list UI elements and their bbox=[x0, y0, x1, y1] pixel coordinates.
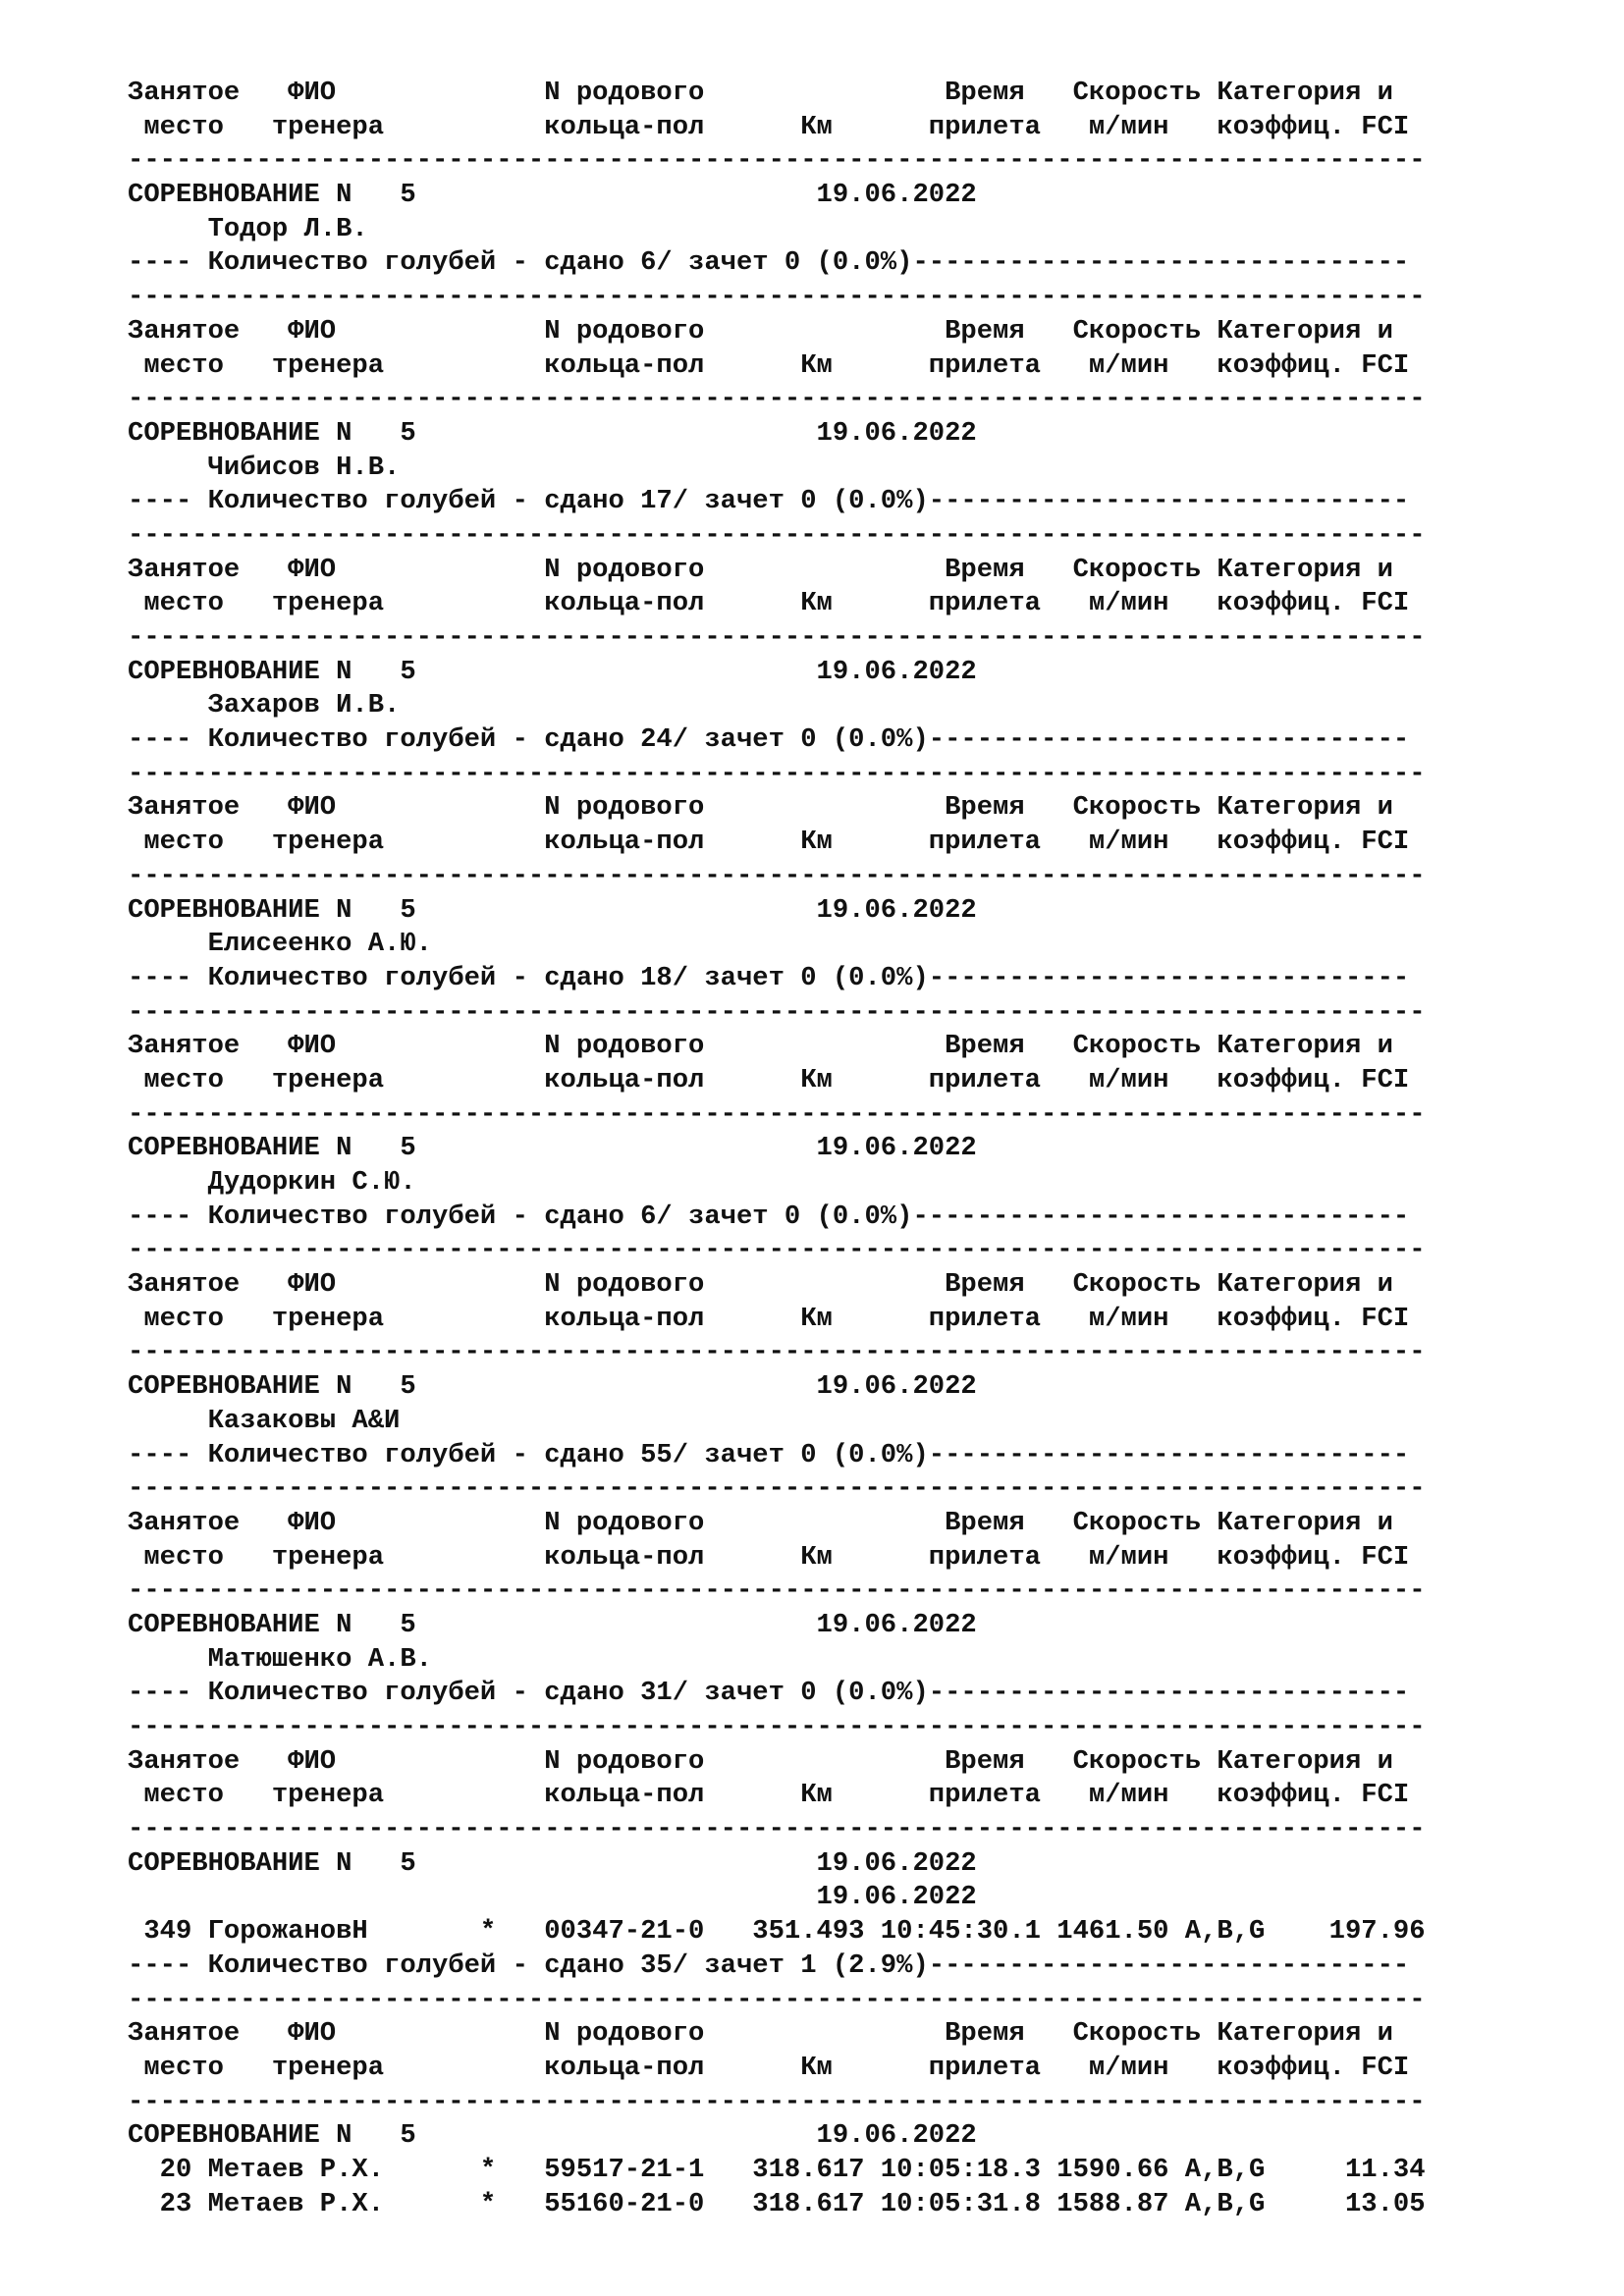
competition-header-line: СОРЕВНОВАНИЕ N 5 19.06.2022 bbox=[128, 417, 977, 449]
trainer-name-line: Чибисов Н.В. bbox=[128, 452, 401, 483]
trainer-name-line: Тодор Л.В. bbox=[128, 213, 368, 244]
competition-header-line: СОРЕВНОВАНИЕ N 5 19.06.2022 bbox=[128, 656, 977, 687]
competition-header-line: СОРЕВНОВАНИЕ N 5 19.06.2022 bbox=[128, 894, 977, 926]
column-header-line: Занятое ФИО N родового Время Скорость Категория и bbox=[128, 1507, 1393, 1538]
column-header-line: место тренера кольца-пол Км прилета м/мин коэффиц. FCI bbox=[128, 111, 1410, 142]
column-header-line: Занятое ФИО N родового Время Скорость Категория и bbox=[128, 1269, 1393, 1301]
column-header-line: место тренера кольца-пол Км прилета м/мин коэффиц. FCI bbox=[128, 1064, 1410, 1095]
separator-line: --------------------------------------------------------------------------------- bbox=[128, 282, 1426, 313]
column-header-line: Занятое ФИО N родового Время Скорость Категория и bbox=[128, 1745, 1393, 1777]
pigeon-count-summary-line: ---- Количество голубей - сдано 18/ зачет 0 (0.0%)------------------------------ bbox=[128, 962, 1410, 993]
separator-line: --------------------------------------------------------------------------------- bbox=[128, 996, 1426, 1028]
separator-line: --------------------------------------------------------------------------------- bbox=[128, 2086, 1426, 2117]
column-header-line: Занятое ФИО N родового Время Скорость Категория и bbox=[128, 78, 1393, 108]
separator-line: --------------------------------------------------------------------------------- bbox=[128, 758, 1426, 789]
result-row: 20 Метаев Р.Х. * 59517-21-1 318.617 10:05:18.3 1590.66 A,B,G 11.34 bbox=[128, 2154, 1426, 2185]
pigeon-count-summary-line: ---- Количество голубей - сдано 55/ зачет 0 (0.0%)------------------------------ bbox=[128, 1439, 1410, 1470]
column-header-line: место тренера кольца-пол Км прилета м/мин коэффиц. FCI bbox=[128, 1303, 1410, 1334]
trainer-name-line: Казаковы А&И bbox=[128, 1405, 401, 1436]
separator-line: --------------------------------------------------------------------------------- bbox=[128, 145, 1426, 177]
pigeon-count-summary-line: ---- Количество голубей - сдано 6/ зачет 0 (0.0%)------------------------------- bbox=[128, 1201, 1410, 1232]
trainer-name-line: Матюшенко А.В. bbox=[128, 1643, 432, 1675]
separator-line: --------------------------------------------------------------------------------- bbox=[128, 1473, 1426, 1505]
result-row: 23 Метаев Р.Х. * 55160-21-0 318.617 10:05:31.8 1588.87 A,B,G 13.05 bbox=[128, 2188, 1426, 2219]
column-header-line: Занятое ФИО N родового Время Скорость Категория и bbox=[128, 1031, 1393, 1062]
separator-line: --------------------------------------------------------------------------------- bbox=[128, 1984, 1426, 2015]
competition-header-line: СОРЕВНОВАНИЕ N 5 19.06.2022 bbox=[128, 1609, 977, 1640]
competition-header-line: СОРЕВНОВАНИЕ N 5 19.06.2022 bbox=[128, 180, 977, 211]
separator-line: --------------------------------------------------------------------------------- bbox=[128, 1712, 1426, 1742]
trainer-name-line: Елисеенко А.Ю. bbox=[128, 929, 432, 960]
column-header-line: Занятое ФИО N родового Время Скорость Категория и bbox=[128, 792, 1393, 824]
column-header-line: место тренера кольца-пол Км прилета м/мин коэффиц. FCI bbox=[128, 2052, 1410, 2083]
pigeon-count-summary-line: ---- Количество голубей - сдано 35/ зачет 1 (2.9%)------------------------------ bbox=[128, 1949, 1410, 1981]
column-header-line: Занятое ФИО N родового Время Скорость Категория и bbox=[128, 315, 1393, 347]
separator-line: --------------------------------------------------------------------------------- bbox=[128, 622, 1426, 653]
column-header-line: место тренера кольца-пол Км прилета м/мин коэффиц. FCI bbox=[128, 827, 1410, 858]
separator-line: --------------------------------------------------------------------------------- bbox=[128, 384, 1426, 415]
competition-header-line: СОРЕВНОВАНИЕ N 5 19.06.2022 bbox=[128, 1133, 977, 1164]
column-header-line: Занятое ФИО N родового Время Скорость Категория и bbox=[128, 2018, 1393, 2050]
separator-line: --------------------------------------------------------------------------------- bbox=[128, 519, 1426, 551]
separator-line: --------------------------------------------------------------------------------- bbox=[128, 1814, 1426, 1845]
separator-line: --------------------------------------------------------------------------------- bbox=[128, 1098, 1426, 1130]
pigeon-count-summary-line: ---- Количество голубей - сдано 6/ зачет 0 (0.0%)------------------------------- bbox=[128, 247, 1410, 279]
competition-header-line: СОРЕВНОВАНИЕ N 5 19.06.2022 bbox=[128, 2120, 977, 2152]
column-header-line: место тренера кольца-пол Км прилета м/мин коэффиц. FCI bbox=[128, 1541, 1410, 1573]
column-header-line: место тренера кольца-пол Км прилета м/мин коэффиц. FCI bbox=[128, 349, 1410, 381]
pigeon-count-summary-line: ---- Количество голубей - сдано 17/ зачет 0 (0.0%)------------------------------ bbox=[128, 486, 1410, 517]
result-row: 349 ГорожановН * 00347-21-0 351.493 10:45:30.1 1461.50 A,B,G 197.96 bbox=[128, 1916, 1426, 1948]
separator-line: --------------------------------------------------------------------------------- bbox=[128, 1575, 1426, 1607]
report-line: 19.06.2022 bbox=[128, 1882, 977, 1913]
competition-header-line: СОРЕВНОВАНИЕ N 5 19.06.2022 bbox=[128, 1371, 977, 1403]
separator-line: --------------------------------------------------------------------------------- bbox=[128, 1337, 1426, 1368]
competition-header-line: СОРЕВНОВАНИЕ N 5 19.06.2022 bbox=[128, 1847, 977, 1879]
separator-line: --------------------------------------------------------------------------------- bbox=[128, 860, 1426, 891]
column-header-line: Занятое ФИО N родового Время Скорость Категория и bbox=[128, 554, 1393, 585]
pigeon-count-summary-line: ---- Количество голубей - сдано 24/ зачет 0 (0.0%)------------------------------ bbox=[128, 724, 1410, 756]
column-header-line: место тренера кольца-пол Км прилета м/мин коэффиц. FCI bbox=[128, 1780, 1410, 1811]
separator-line: --------------------------------------------------------------------------------- bbox=[128, 1235, 1426, 1266]
report-page bbox=[128, 77, 1600, 2221]
column-header-line: место тренера кольца-пол Км прилета м/мин коэффиц. FCI bbox=[128, 588, 1410, 619]
pigeon-count-summary-line: ---- Количество голубей - сдано 31/ зачет 0 (0.0%)------------------------------ bbox=[128, 1678, 1410, 1709]
trainer-name-line: Захаров И.В. bbox=[128, 690, 401, 721]
trainer-name-line: Дудоркин С.Ю. bbox=[128, 1167, 416, 1198]
